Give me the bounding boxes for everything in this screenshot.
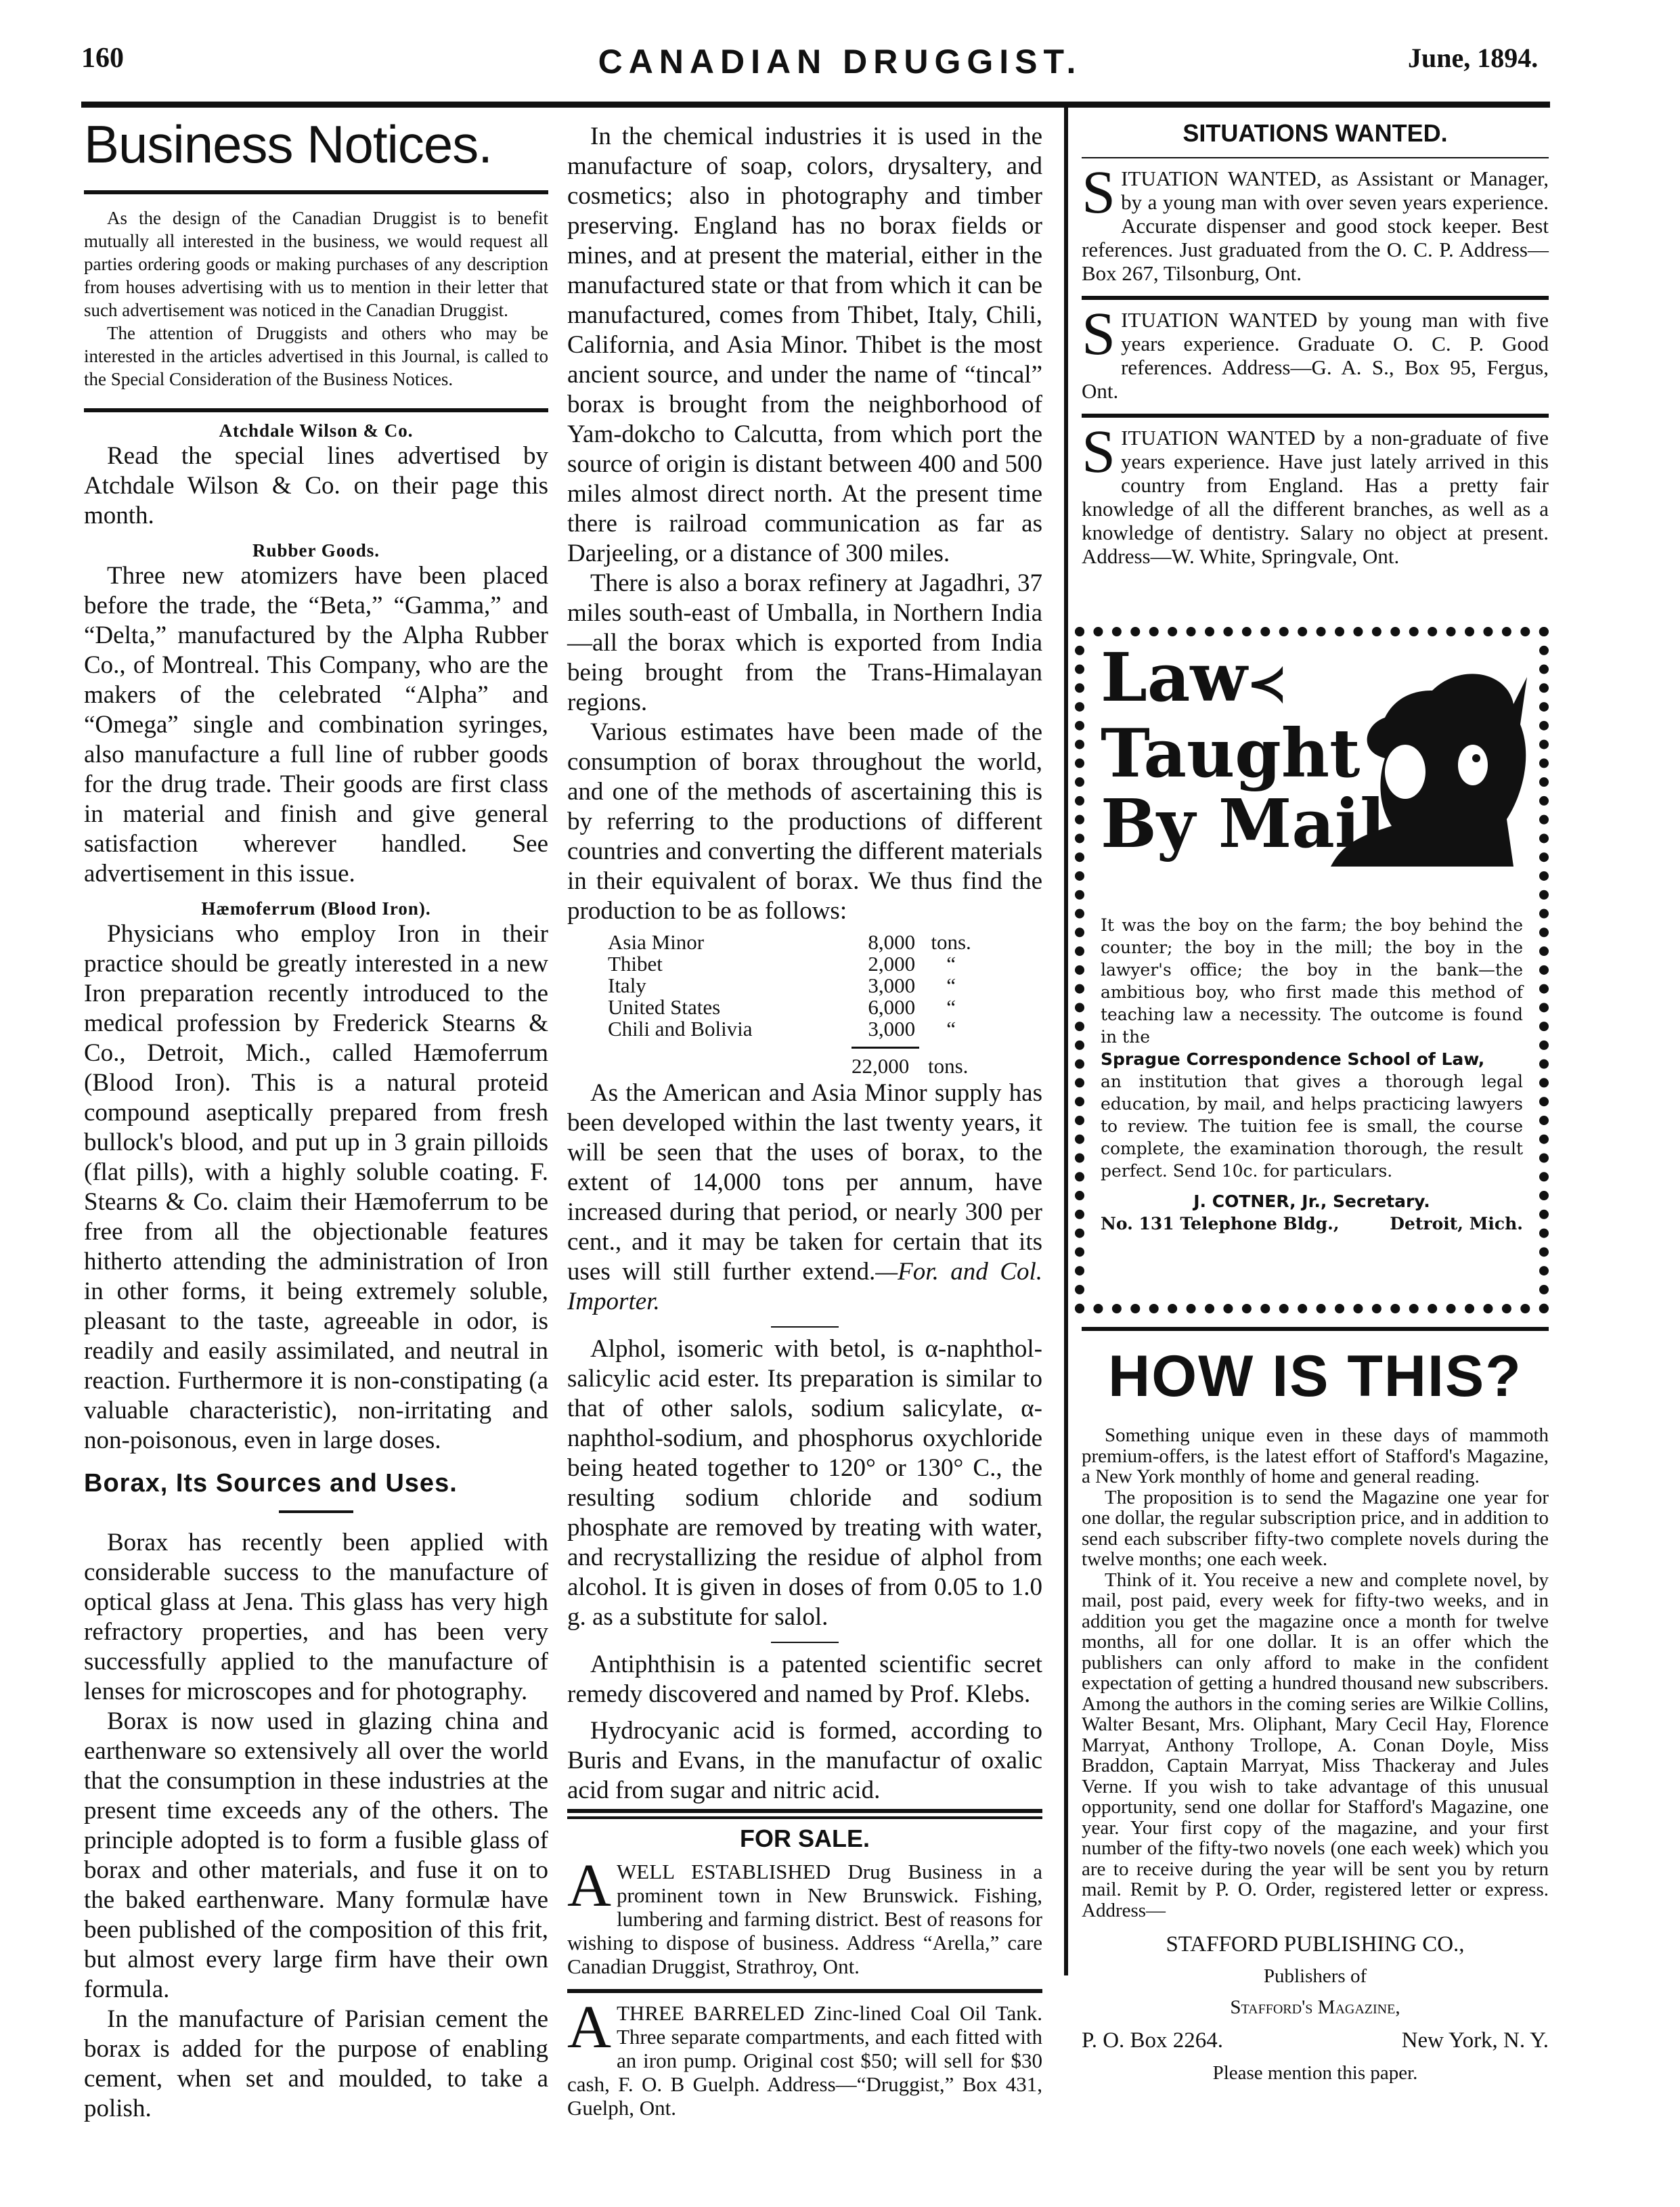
country-cell: United States — [608, 995, 721, 1019]
drop-cap: A — [567, 1994, 611, 2061]
unit-cell: tons. — [931, 930, 971, 954]
tons-cell: 2,000 — [868, 952, 916, 976]
ad-text: WELL ESTABLISHED Drug Business in a prominent town in New Brunswick. Fishing, lumbering and farming district. Best of reasons for wishing to dispose of business. Address “Arella,” care Canadian Druggist, Strathroy, Ont. — [567, 1860, 1042, 1978]
sum-rule — [852, 1047, 919, 1049]
article-paragraph: The proposition is to send the Magazine one year for one dollar, the regular subscription price, and in addition to send each subscriber fifty-two complete novels during the twelve months; one each week. — [1082, 1486, 1549, 1570]
title-line: Taught — [1101, 714, 1361, 793]
ad-text: THREE BARRELED Zinc-lined Coal Oil Tank. Three separate compartments, and each fitted with an iron pump. Original cost $50; will sell for $30 cash, F. O. B Guelph. Address—“Druggist,” Box 431, Guelph, Ont. — [567, 2001, 1042, 2120]
publishers-of: Publishers of — [1263, 1965, 1367, 1987]
unit-cell: “ — [946, 974, 956, 997]
law-by-mail-advertisement — [1075, 627, 1549, 1313]
country-cell: Thibet — [608, 952, 663, 976]
signer: J. COTNER, Jr., Secretary. — [1193, 1192, 1430, 1211]
tons-cell: 8,000 — [868, 930, 916, 954]
production-row — [608, 953, 987, 975]
article-paragraph: Borax is now used in glazing china and earthenware so extensively all over the world that the consumption in these industries at the present time exceeds any of the others. The principle adopted is to form a fusible glass of borax and other materials, and fuse it on to the baked earthenware. Many formulæ have been published of the composition of this frit, but almost every large firm have their own formula. — [84, 1707, 548, 2003]
publisher-address — [1082, 2030, 1549, 2051]
divider — [279, 1510, 353, 1513]
issue-date: June, 1894. — [1408, 43, 1539, 73]
for-sale-ad — [567, 1994, 1042, 2120]
publisher-name: STAFFORD PUBLISHING CO., — [1166, 1932, 1465, 1957]
divider — [567, 1816, 1042, 1819]
tons-cell: 3,000 — [868, 1017, 916, 1041]
po-box: P. O. Box 2264. — [1082, 2028, 1224, 2053]
for-sale-section — [567, 1809, 1042, 2120]
divider — [1082, 157, 1549, 158]
for-sale-ad — [567, 1852, 1042, 1978]
article-title: Borax, Its Sources and Uses. — [84, 1469, 458, 1498]
hydrocyanic-paragraph: Hydrocyanic acid is formed, according to Buris and Evans, in the manufactur of oxalic acid from sugar and nitric acid. — [567, 1717, 1042, 1804]
paragraph-text: As the American and Asia Minor supply has been developed within the last twenty years, it will be seen that the uses of borax, to the extent of 14,000 tons per annum, have increased during that period, or nearly 300 per cent., and it may be taken for certain that its uses will still further extend. — [567, 1079, 1042, 1286]
country-cell: Asia Minor — [608, 930, 705, 954]
business-notices-title: Business Notices. — [84, 114, 492, 174]
law-ad-body — [1101, 914, 1523, 1235]
situations-wanted-section — [1082, 119, 1549, 568]
divider — [84, 190, 548, 194]
borax-article-continued — [567, 122, 1042, 1806]
title-line: By Mail — [1101, 785, 1386, 863]
notice-heading: Rubber Goods. — [252, 540, 380, 561]
ad-text: ITUATION WANTED, as Assistant or Manager, by a young man with over seven years experience. Accurate dispenser and good stock keeper. Best references. Just graduated from the O. C. P. Address—Box 267, Tilsonburg, Ont. — [1082, 167, 1549, 285]
intro-paragraph: As the design of the Canadian Druggist is to benefit mutually all interested in the business, we would request all parties ordering goods or making purchases of any description from houses advertising with us to mention in their letter that such advertisement was noticed in the Canadian Druggist. — [84, 208, 548, 320]
borax-article — [84, 1469, 548, 2124]
ad-text: ITUATION WANTED by young man with five years experience. Graduate O. C. P. Good references. Address—G. A. S., Box 95, Fergus, Ont. — [1082, 308, 1549, 403]
article-paragraph: Various estimates have been made of the consumption of borax throughout the world, and one of the methods of ascertaining this is by referring to the productions of different countries and converting the different materials in their equivalent of borax. We thus find the production to be as follows: — [567, 718, 1042, 925]
production-row — [608, 1018, 987, 1040]
drop-cap: S — [1082, 159, 1116, 226]
city: New York, N. Y. — [1401, 2028, 1549, 2053]
school-name: Sprague Correspondence School of Law, — [1101, 1049, 1485, 1069]
two-boys-illustration-icon — [1331, 663, 1534, 867]
situation-ad — [1082, 159, 1549, 285]
ad-address — [1101, 1212, 1523, 1235]
antiphthisin-paragraph: Antiphthisin is a patented scientific secret remedy discovered and named by Prof. Klebs. — [567, 1651, 1042, 1708]
production-total — [852, 1054, 1042, 1078]
total-value: 22,000 — [852, 1054, 910, 1078]
tons-cell: 6,000 — [868, 995, 916, 1019]
page-number: 160 — [81, 43, 124, 74]
divider — [771, 1642, 839, 1643]
how-is-this-section — [1082, 1327, 1549, 2084]
divider — [1082, 296, 1549, 300]
source-credit: —For. and Col. Importer. — [567, 1258, 1042, 1315]
magazine-name: Stafford's Magazine, — [1230, 1996, 1400, 2018]
arrow-ornament-icon: ≺ — [1247, 655, 1287, 712]
ad-text: ITUATION WANTED by a non-graduate of five years experience. Have just lately arrived in this country from England. Has a pretty fair knowledge of all the different branches, as well as a knowledge of dentistry. Salary no object at present. Address—W. White, Springvale, Ont. — [1082, 426, 1549, 568]
article-paragraph: Think of it. You receive a new and complete novel, by mail, post paid, every week for fifty-two weeks, and in addition you get the magazine once a month for twelve months, all for one dollar. It is an offer which the publishers can only afford to make in the confident expectation of getting a hundred thousand new subscribers. Among the authors in the coming series are Wilkie Collins, Walter Besant, Mrs. Oliphant, Mary Cecil Hay, Florence Marryat, Anthony Trollope, A. Conan Doyle, Miss Braddon, Captain Marryat, Miss Thackeray and Jules Verne. If you wish to take advantage of this unusual opportunity, send one dollar for Stafford's Magazine, one year. Your first copy of the magazine, and your first number of the fifty-two novels (one each week) which you are to receive during the year will be sent you by return mail. Remit by P. O. Order, registered letter or express. Address— — [1082, 1569, 1549, 1921]
column-divider — [1064, 107, 1068, 1975]
alphol-paragraph: Alphol, isomeric with betol, is α-naphthol-salicylic acid ester. Its preparation is similar to that of other salols, sodium salicylate, α-naphthol-sodium, and phosphorus oxychloride being heated together to 120° or 130° C., the resulting sodium chloride and sodium phosphate are removed by treating with water, and recrystallizing the residue of alphol from alcohol. It is given in doses of from 0.05 to 1.0 g. as a substitute for salol. — [567, 1335, 1042, 1631]
production-table — [608, 932, 987, 1040]
divider — [567, 1989, 1042, 1993]
article-paragraph: Something unique even in these days of mammoth premium-offers, is the latest effort of Stafford's Magazine, a New York monthly of home and general reading. — [1082, 1424, 1549, 1487]
article-paragraph — [567, 1078, 1042, 1317]
situations-title: SITUATIONS WANTED. — [1182, 119, 1448, 147]
masthead: CANADIAN DRUGGIST. — [598, 43, 1082, 81]
notice-heading: Hæmoferrum (Blood Iron). — [201, 898, 431, 919]
drop-cap: S — [1082, 418, 1116, 485]
unit-cell: “ — [946, 1017, 956, 1041]
total-unit: tons. — [928, 1054, 969, 1078]
notice-text: Three new atomizers have been placed before the trade, the “Beta,” “Gamma,” and “Delta,” manufactured by the Alpha Rubber Co., of Montreal. This Company, who are the makers of the celebrated “Alpha” and “Omega” single and combination syringes, also manufacture a full line of rubber goods for the drug trade. Their goods are first class in material and finish and give general satisfaction wherever handled. See advertisement in this issue. — [84, 562, 548, 888]
for-sale-title: FOR SALE. — [739, 1824, 870, 1852]
situation-ad — [1082, 418, 1549, 568]
article-paragraph: Borax has recently been applied with considerable success to the manufacture of optical glass at Jena. This glass has very high refractory properties, and has been very successfully applied to the manufacture of lenses for microscopes and for photography. — [84, 1529, 548, 1705]
notice-text: Physicians who employ Iron in their practice should be greatly interested in a new Iron preparation recently introduced to the medical profession by Frederick Stearns & Co., Detroit, Mich., called Hæmoferrum (Blood Iron). This is a natural proteid compound aseptically prepared from fresh bullock's blood, and put up in 3 grain pilloids (flat pills), with a highly soluble coating. F. Stearns & Co. claim their Hæmoferrum to be free from all the objectionable features hitherto attending the administration of Iron in other forms, it being extremely soluble, pleasant to the taste, agreeable in odor, is readily and easily assimilated, and neutral in reaction. Furthermore it is non-constipating (a valuable characteristic), non-irritating and non-poisonous, even in large doses. — [84, 920, 548, 1454]
notice-heading: Atchdale Wilson & Co. — [219, 420, 414, 441]
city: Detroit, Mich. — [1390, 1214, 1523, 1233]
divider — [84, 408, 548, 412]
unit-cell: “ — [946, 952, 956, 976]
drop-cap: S — [1082, 301, 1116, 368]
production-row — [608, 932, 987, 953]
street-address: No. 131 Telephone Bldg., — [1101, 1214, 1340, 1233]
drop-cap: A — [567, 1852, 611, 1919]
divider — [1082, 414, 1549, 418]
article-paragraph: In the manufacture of Parisian cement the borax is added for the purpose of enabling cement, when set and moulded, to take a polish. — [84, 2005, 548, 2122]
article-paragraph: In the chemical industries it is used in the manufacture of soap, colors, drysaltery, and cosmetics; also in photography and timber preserving. England has no borax fields or mines, and at present the material, either in the manufactured state or that from which it can be manufactured, comes from Thibet, Italy, Chili, California, and Asia Minor. Thibet is the most ancient source, and under the name of “tincal” borax is brought from the neighborhood of Yam-dokcho to Calcutta, from which port the source of origin is distant between 400 and 500 miles almost direct north. At the present time there is railroad communication as far as Darjeeling, or a distance of 300 miles. — [567, 123, 1042, 567]
divider — [567, 1809, 1042, 1813]
mention-paper-note: Please mention this paper. — [1212, 2062, 1418, 2084]
production-row — [608, 997, 987, 1018]
divider — [1082, 1327, 1549, 1331]
unit-cell: “ — [946, 995, 956, 1019]
country-cell: Italy — [608, 974, 646, 997]
production-row — [608, 975, 987, 997]
notice-text: Read the special lines advertised by Atchdale Wilson & Co. on their page this month. — [84, 442, 548, 529]
how-is-this-title: HOW IS THIS? — [1108, 1344, 1522, 1409]
article-paragraph: There is also a borax refinery at Jagadhri, 37 miles south-east of Umballa, in Northern India—all the borax which is exported from India being brought from the Trans-Himalayan regions. — [567, 569, 1042, 716]
header-rule — [81, 102, 1550, 108]
business-notices-column — [84, 114, 548, 1456]
ad-text: It was the boy on the farm; the boy behind the counter; the boy in the mill; the boy in the lawyer's office; the boy in the bank—the ambitious boy, who first made this method of teaching law a necessity. The outcome is found in the — [1101, 915, 1523, 1047]
situation-ad — [1082, 301, 1549, 403]
country-cell: Chili and Bolivia — [608, 1017, 753, 1041]
title-line: Law — [1101, 639, 1247, 717]
tons-cell: 3,000 — [868, 974, 916, 997]
intro-paragraph: The attention of Druggists and others who may be interested in the articles advertised in this Journal, is called to the Special Consideration of the Business Notices. — [84, 323, 548, 389]
divider — [771, 1326, 839, 1328]
ad-text: an institution that gives a thorough legal education, by mail, and helps practicing lawyers to review. The tuition fee is small, the course complete, the examination thorough, the result perfect. Send 10c. for particulars. — [1101, 1072, 1523, 1181]
